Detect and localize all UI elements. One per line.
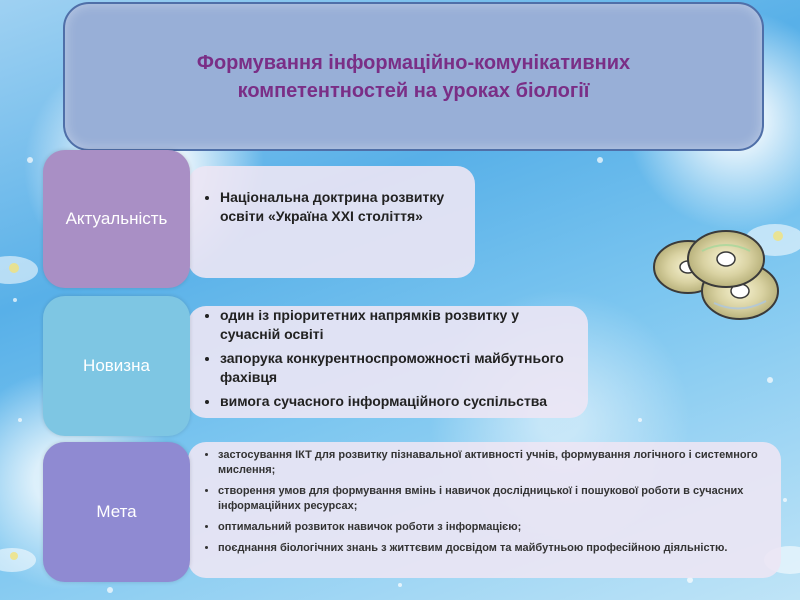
content-goal <box>188 442 781 578</box>
list-item: • оптимальний розвиток навичок роботи з інформацією; <box>218 520 769 535</box>
title-banner <box>63 2 764 151</box>
list-item: • застосування ІКТ для розвитку пізнавальної активності учнів, формування логічного і системного мислення; <box>218 448 769 478</box>
label-relevance <box>43 150 190 288</box>
list-item: • один із пріоритетних напрямків розвитку у сучасній освіті <box>220 306 580 344</box>
label-text: Актуальність <box>65 209 168 228</box>
page-title: Формування інформаційно-комунікативних компетентностей на уроках біології <box>196 51 631 102</box>
cd-discs-icon <box>650 225 790 335</box>
content-relevance <box>188 166 475 278</box>
list-item: • створення умов для формування вмінь і навичок дослідницької і пошукової роботи в сучасних інформаційних ресурсах; <box>218 484 769 514</box>
list-item: • поєднання біологічних знань з життєвим досвідом та майбутньою професійною діяльністю. <box>218 541 769 556</box>
list-item: • Національна доктрина розвитку освіти «Україна ХХІ століття» <box>220 188 465 226</box>
label-goal <box>43 442 190 582</box>
label-text: Мета <box>96 502 137 521</box>
content-novelty <box>188 306 588 418</box>
list-item: • вимога сучасного інформаційного суспільства <box>220 392 580 411</box>
label-novelty <box>43 296 190 436</box>
list-item: • запорука конкурентноспроможності майбутнього фахівця <box>220 349 580 387</box>
label-text: Новизна <box>83 356 150 375</box>
